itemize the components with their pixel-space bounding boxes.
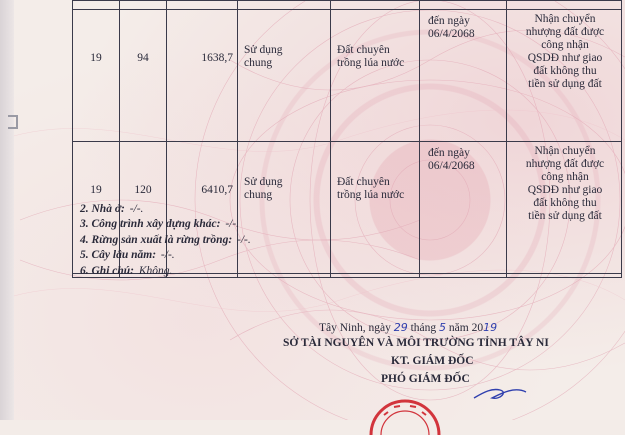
usage-purpose-cell: Đất chuyên trồng lúa nước bbox=[331, 142, 420, 274]
usage-form-cell: Sử dụng chung bbox=[238, 142, 331, 274]
item-value: -/-. bbox=[129, 203, 144, 215]
item-label: 3. Công trình xây dựng khác: bbox=[80, 218, 221, 231]
list-item bbox=[80, 218, 251, 233]
date-year-suffix: 19 bbox=[483, 321, 498, 334]
item-label: 4. Rừng sản xuất là rừng trồng: bbox=[80, 233, 233, 246]
area-cell: 1638,7 bbox=[167, 10, 238, 142]
handwritten-signature bbox=[470, 368, 530, 408]
item-value: -/-. bbox=[160, 249, 175, 262]
parcel-number-cell: 94 bbox=[120, 10, 167, 142]
sheet-number-cell: 19 bbox=[73, 10, 120, 142]
staple-mark bbox=[5, 112, 21, 132]
item-label: 2. Nhà ở: bbox=[80, 203, 125, 215]
usage-origin-cell: Nhận chuyển nhượng đất được công nhận QSDĐ như giao đất không thu tiền sử dụng đất bbox=[507, 142, 622, 274]
page-edge-shadow bbox=[0, 0, 14, 420]
date-place: Tây Ninh, ngày bbox=[319, 322, 391, 334]
on-behalf-of: KT. GIÁM ĐỐC bbox=[391, 355, 474, 367]
table-row bbox=[73, 10, 622, 142]
date-year-word: năm 20 bbox=[448, 322, 484, 334]
usage-term-cell: đến ngày 06/4/2068 bbox=[420, 142, 507, 274]
date-month-word: tháng bbox=[410, 322, 437, 334]
item-value: -/-. bbox=[237, 233, 251, 246]
property-items-list bbox=[80, 203, 251, 280]
list-item bbox=[80, 234, 251, 249]
date-day: 29 bbox=[393, 321, 408, 334]
item-value: -/-. bbox=[225, 218, 240, 231]
issuing-organization: SỞ TÀI NGUYÊN VÀ MÔI TRƯỜNG TỈNH TÂY NI bbox=[283, 337, 549, 349]
item-label: 6. Ghi chú: bbox=[80, 264, 134, 277]
usage-purpose-cell: Đất chuyên trồng lúa nước bbox=[331, 10, 420, 142]
usage-origin-cell: Nhận chuyển nhượng đất được công nhận QSDĐ như giao đất không thu tiền sử dụng đất bbox=[507, 10, 622, 142]
parcel-number-cell: 120 bbox=[120, 142, 167, 274]
usage-term-cell: đến ngày 06/4/2068 bbox=[420, 10, 507, 142]
list-item bbox=[80, 203, 251, 218]
area-cell: 6410,7 bbox=[167, 142, 238, 274]
list-item bbox=[80, 249, 251, 264]
date-month: 5 bbox=[439, 321, 447, 334]
item-value: Không. bbox=[138, 264, 173, 277]
list-item bbox=[80, 265, 251, 280]
signer-title: PHÓ GIÁM ĐỐC bbox=[381, 373, 470, 385]
usage-form-cell: Sử dụng chung bbox=[238, 10, 331, 142]
item-label: 5. Cây lâu năm: bbox=[80, 249, 157, 262]
sheet-number-cell: 19 bbox=[73, 142, 120, 274]
red-seal-stamp bbox=[360, 395, 450, 435]
signing-date bbox=[319, 321, 497, 334]
